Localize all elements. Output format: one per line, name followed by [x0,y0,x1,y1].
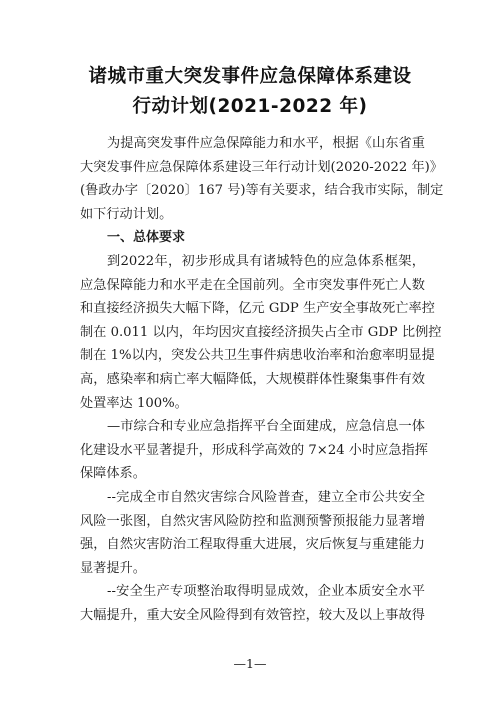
paragraph-line: 化建设水平显著提升，形成科学高效的 7×24 小时应急指挥 [80,442,428,458]
paragraph-goals [80,250,442,415]
page-number: —1— [233,656,267,671]
paragraph-command-platform [80,415,428,486]
paragraph-line: 保障体系。 [80,466,146,482]
paragraph-line: --安全生产专项整治取得明显成效，企业本质安全水平 [107,584,425,600]
paragraph-line: 到2022年，初步形成具有诸城特色的应急体系框架， [107,253,425,269]
paragraph-line: 高，感染率和病亡率大幅降低，大规模群体性聚集事件有效 [80,371,425,387]
paragraph-line: 和直接经济损失大幅下降，亿元 GDP 生产安全事故死亡率控 [80,301,435,317]
paragraph-line: 制在 0.011 以内，年均因灾直接经济损失占全市 GDP 比例控 [80,324,442,340]
paragraph-line: 大幅提升，重大安全风险得到有效管控，较大及以上事故得 [80,607,425,623]
paragraph-line: 显著提升。 [80,560,146,576]
paragraph-line: (鲁政办字〔2020〕167 号)等有关要求，结合我市实际，制定 [80,183,444,199]
paragraph-line: —市综合和专业应急指挥平台全面建成，应急信息一体 [107,419,425,435]
paragraph-line: 处置率达 100%。 [80,395,188,411]
paragraph-line: 应急保障能力和水平走在全国前列。全市突发事件死亡人数 [80,277,425,293]
paragraph-disaster-risk [80,486,425,580]
paragraph-line: 制在 1%以内，突发公共卫生事件病患收治率和治愈率明显提 [80,348,435,364]
paragraph-line: 为提高突发事件应急保障能力和水平，根据《山东省重 [107,136,425,151]
paragraph-line: 大突发事件应急保障体系建设三年行动计划(2020-2022 年)》 [80,159,443,175]
document-title-line-2: 行动计划(2021-2022 年) [132,96,368,117]
document-title-line-1: 诸城市重大突发事件应急保障体系建设 [88,66,412,87]
section-heading: 一、总体要求 [107,230,186,246]
paragraph-line: 强，自然灾害防治工程取得重大进展，灾后恢复与重建能力 [80,537,425,553]
paragraph-production-safety [80,580,425,627]
document-body [80,132,444,627]
paragraph-line: 如下行动计划。 [80,206,173,222]
paragraph-line: --完成全市自然灾害综合风险普查，建立全市公共安全 [107,489,425,505]
paragraph-line: 风险一张图，自然灾害风险防控和监测预警预报能力显著增 [80,513,425,529]
paragraph-intro [80,132,444,226]
